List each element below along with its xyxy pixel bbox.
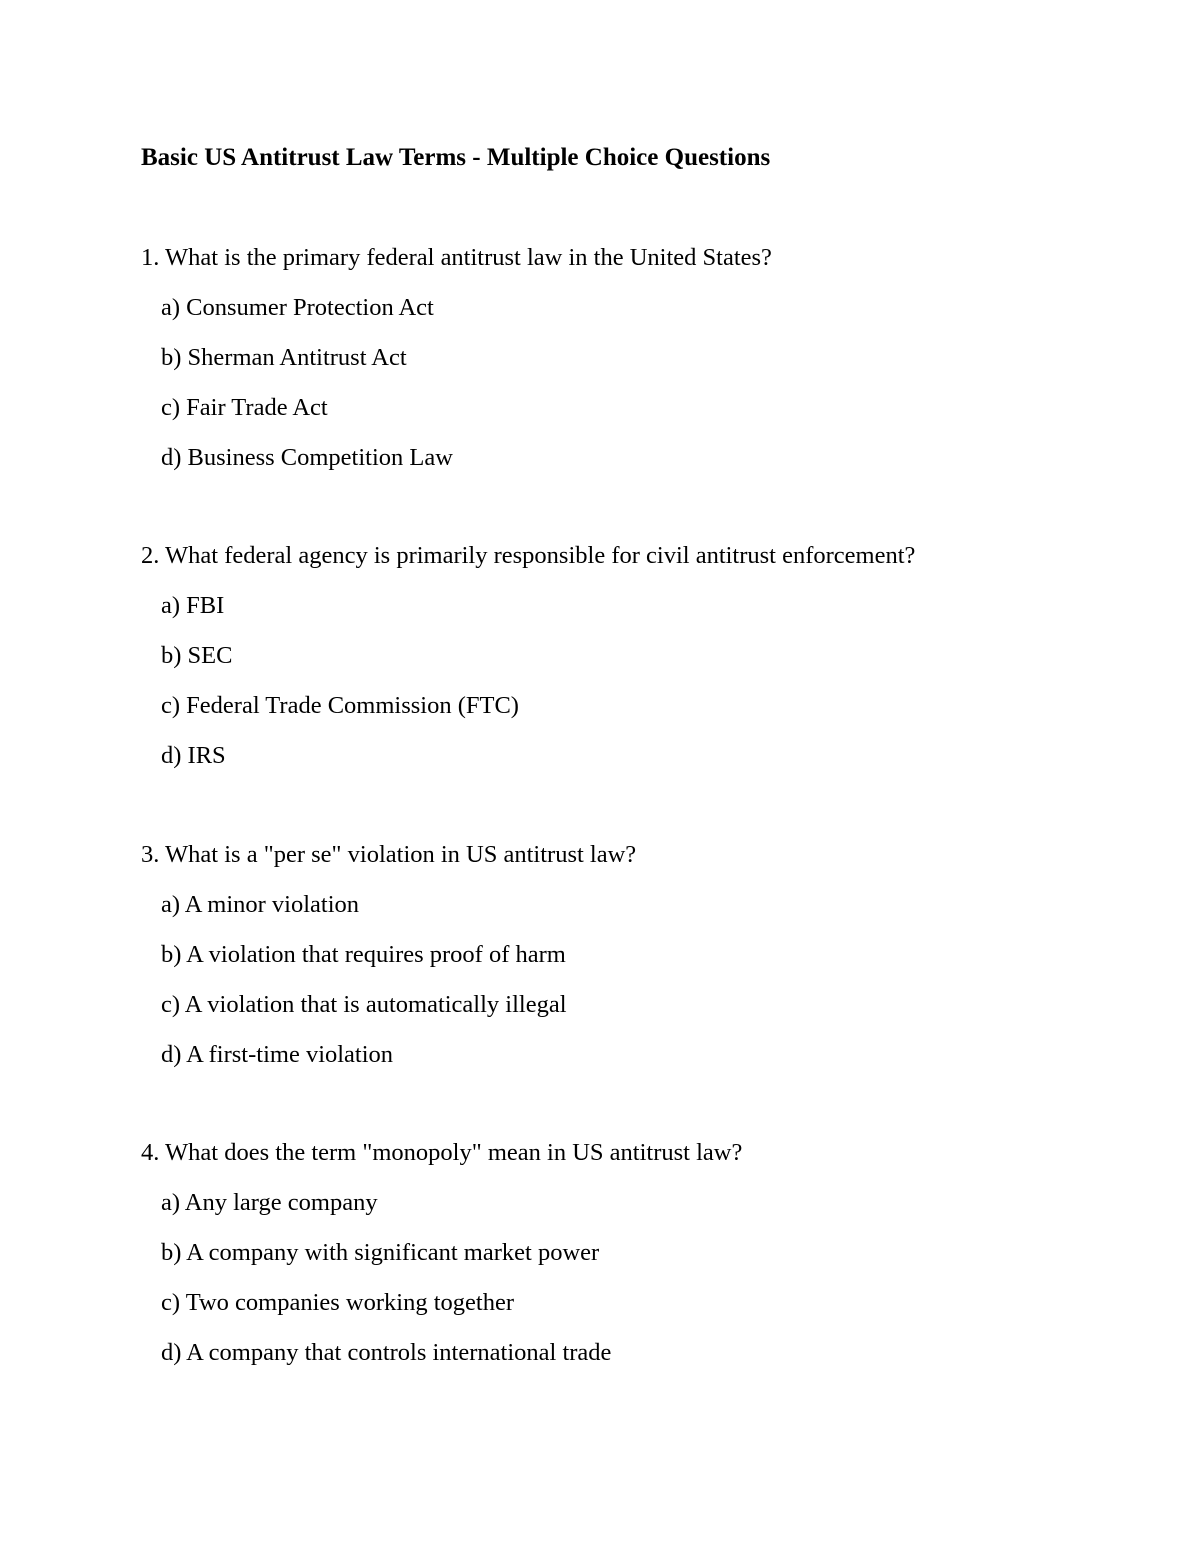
answer-option-c: c) Two companies working together bbox=[161, 1289, 514, 1316]
question-text: 4. What does the term "monopoly" mean in US antitrust law? bbox=[141, 1139, 743, 1166]
answer-options bbox=[141, 292, 1161, 492]
answer-option-d: d) IRS bbox=[161, 742, 226, 769]
answer-option-b: b) SEC bbox=[161, 642, 233, 669]
question-4 bbox=[141, 1137, 1161, 1387]
question-text: 1. What is the primary federal antitrust law in the United States? bbox=[141, 244, 772, 271]
answer-option-c: c) A violation that is automatically illegal bbox=[161, 991, 567, 1018]
question-text: 2. What federal agency is primarily responsible for civil antitrust enforcement? bbox=[141, 542, 916, 569]
question-2 bbox=[141, 540, 1161, 790]
question-text: 3. What is a "per se" violation in US antitrust law? bbox=[141, 841, 637, 868]
answer-option-d: d) Business Competition Law bbox=[161, 444, 453, 471]
answer-option-b: b) Sherman Antitrust Act bbox=[161, 344, 407, 371]
answer-options bbox=[141, 889, 1161, 1089]
answer-options bbox=[141, 590, 1161, 790]
answer-option-b: b) A company with significant market power bbox=[161, 1239, 600, 1266]
page-title: Basic US Antitrust Law Terms - Multiple Choice Questions bbox=[141, 144, 771, 171]
answer-option-a: a) FBI bbox=[161, 592, 225, 619]
answer-option-a: a) Consumer Protection Act bbox=[161, 294, 434, 321]
question-3 bbox=[141, 839, 1161, 1089]
answer-option-d: d) A first-time violation bbox=[161, 1041, 394, 1068]
answer-option-d: d) A company that controls international trade bbox=[161, 1339, 612, 1366]
answer-option-b: b) A violation that requires proof of harm bbox=[161, 941, 566, 968]
answer-option-c: c) Fair Trade Act bbox=[161, 394, 328, 421]
answer-option-a: a) A minor violation bbox=[161, 891, 360, 918]
answer-options bbox=[141, 1187, 1161, 1387]
answer-option-c: c) Federal Trade Commission (FTC) bbox=[161, 692, 519, 719]
answer-option-a: a) Any large company bbox=[161, 1189, 378, 1216]
question-1 bbox=[141, 242, 1161, 492]
